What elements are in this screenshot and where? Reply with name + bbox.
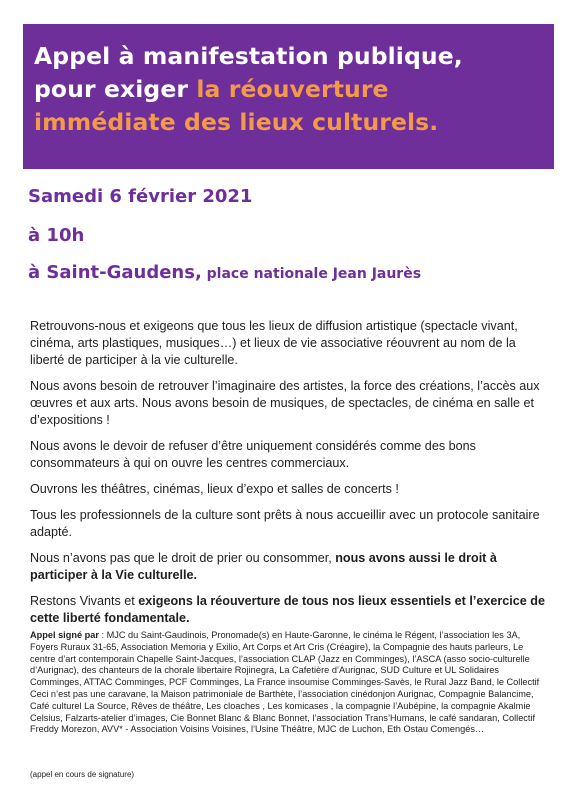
banner-line-1: Appel à manifestation publique, [34, 42, 463, 70]
banner-highlight-2: immédiate des lieux culturels. [34, 108, 439, 136]
signatories [30, 630, 545, 736]
paragraph-3: Nous avons le devoir de refuser d’être uniquement considérés comme des bons consommateurs à qui on ouvre les centres commerciaux. [30, 439, 476, 470]
paragraph-7-text: Restons Vivants et [30, 594, 139, 608]
title-banner [23, 24, 554, 169]
body-text [30, 318, 550, 636]
paragraph-6 [30, 550, 550, 584]
paragraph-2: Nous avons besoin de retrouver l’imaginaire des artistes, la force des créations, l’accès aux œuvres et aux arts. Nous avons besoin de musiques, de spectacles, de cinéma en salle et d’expositions ! [30, 379, 540, 427]
banner-line-2 [34, 73, 554, 106]
event-place-detail: place nationale Jean Jaurès [201, 266, 422, 282]
signature-pending-note: (appel en cours de signature) [30, 770, 135, 779]
event-place [28, 262, 421, 283]
paragraph-7 [30, 593, 550, 627]
banner-line-2-prefix: pour exiger [34, 75, 197, 103]
paragraph-5: Tous les professionnels de la culture sont prêts à nous accueillir avec un protocole sanitaire adapté. [30, 508, 540, 539]
event-date: Samedi 6 février 2021 [28, 186, 253, 207]
paragraph-6-bold: nous avons aussi le droit à participer à la Vie culturelle. [30, 551, 497, 582]
paragraph-7-bold: exigeons la réouverture de tous nos lieux essentiels et l’exercice de cette liberté fondamentale. [30, 594, 545, 625]
signatories-label: Appel signé par [30, 630, 99, 640]
signatories-list: : MJC du Saint-Gaudinois, Pronomade(s) en Haute-Garonne, le cinéma le Régent, l’association les 3A, Foyers Ruraux 31-65, Association Memoria y Exilio, Art Corps et Art Cris (Créagire), la Compagnie des hauts parleurs, Le centre d’art contemporain Chapelle Saint-Jacques, l’association CLAP (Jazz en Comminges), l’ASCA (asso socio-culturelle d’Aurignac), des chanteurs de la chorale libertaire Rojinegra, La Cafetière d’Aurignac, SUD Culture et UL Solidaires Comminges, ATTAC Comminges, PCF Comminges, La France insoumise Comminges-Savès, le Rural Jazz Band, le Collectif Ceci n’est pas une caravane, la Maison patrimoniale de Barthète, l’association cinédonjon Aurignac, Compagnie Balancime, Café culturel La Source, Rêves de théâtre, Les cloaches , Les komicases , la compagnie l’Aubépine, la compagnie Akalmie Celsius, Falzarts-atelier d’images, Cie Bonnet Blanc & Blanc Bonnet, l’association Trans’Humans, le café sandaran, Collectif Freddy Morezon, AVV* - Association Voisins Voisines, l’Usine Théâtre, MJC de Luchon, Eth Ostau Comengés… [30, 630, 540, 735]
paragraph-1: Retrouvons-nous et exigeons que tous les lieux de diffusion artistique (spectacle vivant, cinéma, arts plastiques, musiques…) et lieux de vie associative réouvrent au nom de la liberté de participer à la vie culturelle. [30, 319, 518, 367]
banner-highlight-1: la réouverture [196, 75, 389, 103]
event-place-city: à Saint-Gaudens, [28, 262, 202, 283]
paragraph-4: Ouvrons les théâtres, cinémas, lieux d’expo et salles de concerts ! [30, 482, 399, 496]
paragraph-6-text: Nous n’avons pas que le droit de prier ou consommer, [30, 551, 336, 565]
event-time: à 10h [28, 225, 85, 246]
